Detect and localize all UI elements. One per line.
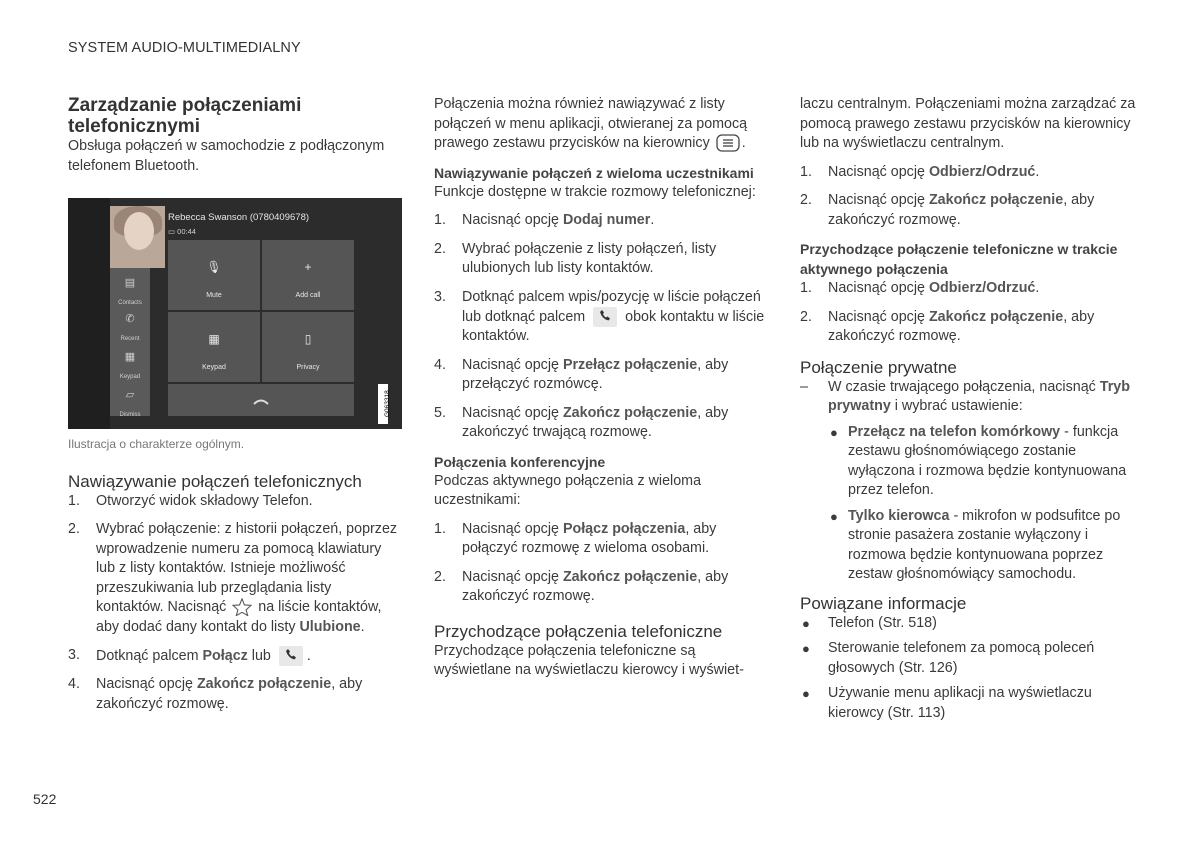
related-link[interactable] <box>800 684 1136 723</box>
left-panel <box>68 198 110 429</box>
bullet-marker: ● <box>802 641 810 656</box>
mute-tile <box>168 240 260 310</box>
step-2 <box>800 308 1136 347</box>
conference-title: Połączenia konferencyjne <box>434 453 606 470</box>
column-3 <box>800 95 1136 729</box>
page-number: 522 <box>33 791 57 807</box>
microphone-icon: 🎙 <box>206 260 222 274</box>
steps-incoming <box>800 163 1136 231</box>
step-number: 4. <box>68 676 80 693</box>
hang-up-icon <box>253 398 269 406</box>
sidebar-item-contacts <box>110 274 150 313</box>
merge-calls-option: Połącz połączenia <box>562 520 686 537</box>
step-text: Nacisnąć opcję <box>828 280 925 296</box>
step-1 <box>434 520 766 559</box>
sidebar-label: Keypad <box>119 373 141 380</box>
sidebar-label: Recent <box>120 335 140 342</box>
step-text: Nacisnąć opcję <box>462 356 559 373</box>
add-call-tile <box>262 240 354 310</box>
running-head: SYSTEM AUDIO-MULTIMEDIALNY <box>68 40 301 56</box>
sidebar-item-dismiss <box>110 386 150 425</box>
step-text: Nacisnąć opcję <box>462 404 559 421</box>
keypad-icon: ▦ <box>208 332 220 346</box>
privacy-tile <box>262 312 354 382</box>
end-call-option: Zakończ połączenie <box>562 568 698 585</box>
step-number: 5. <box>434 404 446 421</box>
steps-incoming-active <box>800 279 1136 347</box>
sidebar-item-recent <box>110 310 150 349</box>
step-number: 2. <box>434 568 446 585</box>
step-text: , aby przełączyć rozmówcę. <box>462 356 729 393</box>
step-1 <box>68 492 398 512</box>
incoming-calls-continued: laczu centralnym. Połączeniami można zarządzać za pomocą prawego zestawu przycisków na kierownicy lub na wyświetlaczu centralnym. <box>800 96 1136 151</box>
conference-intro: Podczas aktywnego połączenia z wieloma uczestnikami: <box>434 472 702 509</box>
step-text: , aby zakończyć trwającą rozmowę. <box>462 404 729 441</box>
bullet-marker: ● <box>830 508 838 524</box>
private-mode-option: Tryb prywatny <box>828 378 1130 414</box>
star-icon <box>232 598 252 616</box>
section-title-making-calls: Nawiązywanie połączeń telefonicznych <box>68 471 362 491</box>
step-number: 1. <box>434 520 446 537</box>
dismiss-icon: ▱ <box>125 389 135 401</box>
step-1 <box>800 163 1136 183</box>
bullet-marker: ● <box>802 686 810 701</box>
step-3 <box>434 288 766 347</box>
tile-label: Mute <box>206 291 222 299</box>
call-list-paragraph <box>434 95 766 154</box>
incoming-during-active-title: Przychodzące połączenie telefoniczne w trakcie aktywnego połączenia <box>800 241 1118 277</box>
bullet-marker: ● <box>802 615 810 631</box>
step-text: . <box>1035 280 1040 296</box>
step-text: lub <box>251 647 271 664</box>
driver-only-option: Tylko kierowca <box>848 507 950 524</box>
option-text: - mikrofon w podsufitce po stronie pasażera zostanie wyłączony i rozmowa będzie kontynuowana poprzez zestaw głośnomówiący samochodu. <box>848 507 1121 582</box>
step-2 <box>434 240 766 279</box>
step-text: Nacisnąć opcję <box>462 212 559 228</box>
sidebar-label: Contacts <box>118 299 142 306</box>
step-text: Nacisnąć opcję <box>462 568 559 585</box>
recent-icon: ✆ <box>125 313 135 325</box>
multi-party-intro: Funkcje dostępne w trakcie rozmowy telefonicznej: <box>434 183 756 200</box>
step-number: 4. <box>434 356 446 373</box>
step-text: Dotknąć palcem <box>96 647 199 664</box>
bullet-marker: ● <box>830 424 838 440</box>
private-call-title: Połączenie prywatne <box>800 357 957 377</box>
sidebar-label: Dismiss <box>119 411 141 418</box>
call-duration: ▭ 00:44 <box>168 227 196 236</box>
step-2 <box>800 191 1136 230</box>
keypad-tile <box>168 312 260 382</box>
dash-marker: – <box>800 378 808 395</box>
call-option: Połącz <box>202 647 248 664</box>
step-number: 2. <box>68 521 80 537</box>
end-call-option: Zakończ połączenie <box>562 404 698 421</box>
step-text: . <box>1035 163 1040 180</box>
switch-call-option: Przełącz połączenie <box>562 356 698 373</box>
step-text: Nacisnąć opcję <box>828 163 925 180</box>
step-text: , aby zakończyć rozmowę. <box>828 308 1095 344</box>
step-2 <box>434 568 766 607</box>
step-text: , aby zakończyć rozmowę. <box>96 676 363 712</box>
step-4 <box>434 356 766 395</box>
step-text: Dotknąć palcem wpis/pozycję w liście połączeń lub dotknąć palcem <box>462 288 761 325</box>
sidebar-item-keypad <box>110 348 150 387</box>
step-text: Nacisnąć opcję <box>828 192 925 208</box>
step-text: . <box>650 212 655 228</box>
incoming-calls-title: Przychodzące połączenia telefoniczne <box>434 621 723 641</box>
step-number: 3. <box>68 647 80 663</box>
tile-label: Add call <box>295 291 321 299</box>
related-links <box>800 614 1136 724</box>
step-5 <box>434 404 766 443</box>
option-driver-only <box>828 507 1136 585</box>
related-link[interactable] <box>800 639 1136 678</box>
caller-photo <box>110 206 165 268</box>
switch-to-mobile-option: Przełącz na telefon komórkowy <box>848 423 1061 440</box>
image-code: G063318 <box>378 384 388 424</box>
column-1 <box>68 95 398 723</box>
step-3 <box>68 646 398 666</box>
step-text: , aby połączyć rozmowę z wieloma osobami. <box>462 520 717 557</box>
steps-conference <box>434 520 766 607</box>
answer-reject-option: Odbierz/Odrzuć <box>928 280 1036 296</box>
related-info-title: Powiązane informacje <box>800 593 967 613</box>
caller-face <box>124 212 154 250</box>
step-text: Otworzyć widok składowy Telefon. <box>96 492 313 509</box>
step-text: , aby zakończyć rozmowę. <box>828 192 1095 228</box>
call-duration-value: 00:44 <box>177 227 196 236</box>
step-text: obok kontaktu w liście kontaktów. <box>462 308 765 345</box>
step-text: Nacisnąć opcję <box>462 520 559 537</box>
intro-text: Obsługa połączeń w samochodzie z podłączonym telefonem Bluetooth. <box>68 138 385 174</box>
instruction-text: i wybrać ustawienie: <box>894 398 1023 414</box>
option-mobile <box>828 423 1136 501</box>
private-options-list <box>828 423 1136 585</box>
phone-handset-icon <box>593 307 617 327</box>
private-call-instruction <box>800 378 1136 585</box>
related-link[interactable] <box>800 614 1136 634</box>
step-number: 1. <box>800 163 812 180</box>
step-number: 2. <box>800 192 812 208</box>
related-link-text[interactable]: Używanie menu aplikacji na wyświetlaczu kierowcy (Str. 113) <box>828 685 1092 721</box>
app-sidebar <box>110 268 150 416</box>
instruction-text: W czasie trwającego połączenia, nacisnąć <box>828 378 1096 395</box>
steps-making-calls <box>68 492 398 715</box>
figure-caption: Ilustracja o charakterze ogólnym. <box>68 437 245 451</box>
paragraph-text: . <box>741 135 746 151</box>
multi-party-title: Nawiązywanie połączeń z wieloma uczestnikami <box>434 164 754 181</box>
steps-multi-party <box>434 211 766 443</box>
step-1 <box>434 211 766 231</box>
related-link-text[interactable]: Sterowanie telefonem za pomocą poleceń głosowych (Str. 126) <box>828 640 1095 676</box>
end-call-bar <box>168 384 354 416</box>
caller-name: Rebecca Swanson (0780409678) <box>168 212 310 223</box>
menu-list-icon <box>716 134 740 152</box>
phone-device-icon: ▯ <box>304 332 312 346</box>
step-text: na liście kontaktów, aby dodać dany kontakt do listy <box>96 599 382 635</box>
step-text: Wybrać połączenie: z historii połączeń, poprzez wprowadzenie numeru za pomocą klawiatury lub z listy kontaktów. Istnieje możliwość przeszukiwania lub przeglądania listy kontaktów. Nacisnąć <box>96 521 398 615</box>
answer-reject-option: Odbierz/Odrzuć <box>928 163 1036 180</box>
column-2 <box>434 95 766 681</box>
keypad-grid-icon: ▦ <box>124 351 136 363</box>
end-call-option: Zakończ połączenie <box>196 676 332 693</box>
step-number: 3. <box>434 288 446 305</box>
end-call-option: Zakończ połączenie <box>928 308 1064 325</box>
step-text: . <box>306 647 311 664</box>
step-2 <box>68 520 398 637</box>
add-number-option: Dodaj numer <box>562 212 651 228</box>
step-number: 2. <box>434 240 446 257</box>
step-text: Nacisnąć opcję <box>96 676 193 693</box>
incoming-calls-text: Przychodzące połączenia telefoniczne są wyświetlane na wyświetlaczu kierowcy i wyświet- <box>434 642 744 679</box>
step-4 <box>68 675 398 714</box>
step-number: 1. <box>800 280 812 296</box>
step-text: , aby zakończyć rozmowę. <box>462 568 729 605</box>
step-number: 1. <box>434 212 446 228</box>
tile-label: Privacy <box>296 363 320 371</box>
step-number: 2. <box>800 308 812 325</box>
paragraph-text: Połączenia można również nawiązywać z listy połączeń w menu aplikacji, otwieranej za pomocą prawego zestawu przycisków na kierownicy <box>434 96 748 151</box>
plus-icon: + <box>304 260 312 274</box>
end-call-option: Zakończ połączenie <box>928 192 1064 208</box>
contacts-icon: ▤ <box>124 277 136 289</box>
favorites-label: Ulubione <box>299 618 361 635</box>
step-text: . <box>360 618 365 635</box>
option-text: - funkcja zestawu głośnomówiącego zostanie wyłączona i rozmowa będzie kontynuowana przez telefon. <box>848 423 1127 498</box>
page-title: Zarządzanie połączeniami telefonicznymi <box>68 95 302 137</box>
tile-label: Keypad <box>202 363 226 371</box>
step-text: Nacisnąć opcję <box>828 308 925 325</box>
phone-handset-icon <box>279 646 303 666</box>
phone-screen-illustration <box>68 198 402 429</box>
step-1 <box>800 279 1136 299</box>
related-link-text[interactable]: Telefon (Str. 518) <box>828 614 937 631</box>
step-number: 1. <box>68 492 80 509</box>
step-text: Wybrać połączenie z listy połączeń, listy ulubionych lub listy kontaktów. <box>462 240 717 276</box>
